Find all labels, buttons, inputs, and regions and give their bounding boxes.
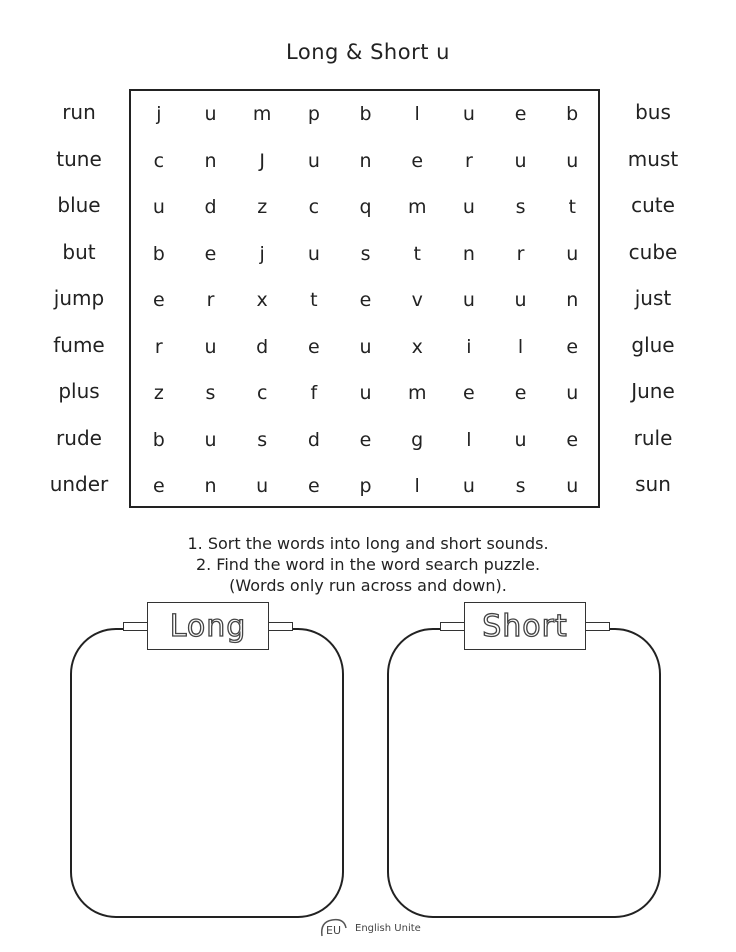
instruction-line: 2. Find the word in the word search puzzle. bbox=[195, 555, 541, 574]
tab-label-card bbox=[464, 602, 586, 650]
grid-letter[interactable]: u bbox=[514, 428, 527, 451]
word-item: cube bbox=[628, 239, 678, 264]
grid-row bbox=[131, 277, 598, 324]
grid-letter[interactable]: p bbox=[307, 103, 320, 125]
grid-letter[interactable]: i bbox=[466, 335, 472, 358]
grid-letter[interactable]: e bbox=[463, 382, 475, 404]
word-item: tune bbox=[56, 146, 102, 171]
word-item: glue bbox=[631, 332, 675, 357]
grid-letter[interactable]: s bbox=[257, 428, 268, 451]
grid-letter[interactable]: d bbox=[307, 428, 320, 451]
word-item: fume bbox=[53, 332, 105, 357]
grid-letter[interactable]: c bbox=[308, 196, 320, 218]
word-item: jump bbox=[53, 286, 105, 310]
brand-name: English Unite bbox=[355, 922, 421, 934]
grid-letter[interactable]: u bbox=[462, 475, 475, 497]
grid-letter[interactable]: n bbox=[359, 149, 372, 172]
grid-letter[interactable]: e bbox=[566, 428, 579, 451]
grid-letter[interactable]: v bbox=[411, 289, 423, 311]
instruction-line: (Words only run across and down). bbox=[229, 576, 507, 595]
grid-letter[interactable]: s bbox=[515, 475, 526, 497]
grid-letter[interactable]: e bbox=[204, 242, 217, 265]
grid-letter[interactable]: u bbox=[256, 475, 269, 497]
grid-letter[interactable]: e bbox=[152, 289, 165, 311]
instructions bbox=[0, 533, 736, 596]
grid-letter[interactable]: u bbox=[514, 149, 527, 172]
grid-letter[interactable]: e bbox=[308, 335, 320, 358]
grid-letter[interactable]: b bbox=[566, 103, 579, 125]
grid-letter[interactable]: J bbox=[259, 149, 265, 172]
word-item: plus bbox=[58, 379, 100, 403]
grid-letter[interactable]: r bbox=[464, 149, 473, 172]
grid-letter[interactable]: u bbox=[566, 475, 579, 497]
grid-letter[interactable]: l bbox=[414, 103, 420, 125]
grid-letter[interactable]: m bbox=[407, 196, 427, 218]
short-label-tab bbox=[440, 602, 610, 650]
word-item: just bbox=[634, 286, 672, 310]
grid-letter[interactable]: b bbox=[152, 242, 165, 265]
grid-letter[interactable]: u bbox=[152, 196, 165, 218]
grid-letter[interactable]: t bbox=[413, 242, 421, 265]
grid-letter[interactable]: u bbox=[359, 335, 372, 358]
grid-letter[interactable]: l bbox=[414, 475, 420, 497]
english-unite-logo-icon bbox=[318, 916, 350, 940]
grid-letter[interactable]: e bbox=[359, 428, 372, 451]
grid-letter[interactable]: j bbox=[259, 242, 265, 265]
grid-letter[interactable]: u bbox=[566, 382, 579, 404]
grid-row bbox=[131, 91, 598, 138]
long-sort-box[interactable] bbox=[70, 628, 344, 918]
grid-letter[interactable]: b bbox=[359, 103, 372, 125]
grid-letter[interactable]: d bbox=[256, 335, 269, 358]
grid-row bbox=[131, 463, 598, 510]
grid-letter[interactable]: m bbox=[407, 382, 427, 404]
word-item: cute bbox=[631, 193, 675, 217]
grid-letter[interactable]: r bbox=[206, 289, 215, 311]
grid-letter[interactable]: b bbox=[152, 428, 165, 451]
grid-letter[interactable]: d bbox=[204, 196, 217, 218]
grid-letter[interactable]: j bbox=[156, 103, 162, 125]
grid-letter[interactable]: p bbox=[359, 475, 372, 497]
grid-letter[interactable]: u bbox=[462, 196, 475, 218]
word-item: rule bbox=[633, 425, 673, 450]
grid-letter[interactable]: c bbox=[256, 382, 268, 404]
grid-letter[interactable]: u bbox=[204, 103, 217, 125]
grid-letter[interactable]: l bbox=[517, 335, 524, 358]
grid-letter[interactable]: n bbox=[462, 242, 475, 265]
grid-letter[interactable]: s bbox=[515, 196, 526, 218]
right-word-list bbox=[603, 89, 703, 508]
grid-letter[interactable]: z bbox=[153, 382, 164, 404]
grid-letter[interactable]: c bbox=[153, 149, 165, 172]
grid-letter[interactable]: u bbox=[566, 149, 579, 172]
grid-letter[interactable]: l bbox=[466, 428, 472, 451]
grid-letter[interactable]: u bbox=[462, 103, 475, 125]
grid-letter[interactable]: n bbox=[204, 475, 217, 497]
grid-letter[interactable]: r bbox=[154, 335, 163, 358]
grid-letter[interactable]: e bbox=[514, 103, 527, 125]
grid-letter[interactable]: u bbox=[462, 289, 475, 311]
grid-letter[interactable]: s bbox=[205, 382, 216, 404]
word-item: June bbox=[631, 379, 675, 403]
grid-letter[interactable]: u bbox=[566, 242, 579, 265]
grid-letter[interactable]: e bbox=[514, 382, 527, 404]
grid-letter[interactable]: m bbox=[252, 103, 272, 125]
instruction-line: 1. Sort the words into long and short sounds. bbox=[187, 534, 549, 553]
long-label-tab bbox=[123, 602, 293, 650]
grid-letter[interactable]: s bbox=[360, 242, 371, 265]
grid-letter[interactable]: u bbox=[307, 242, 320, 265]
grid-letter[interactable]: z bbox=[257, 196, 268, 218]
logo-letters: EU bbox=[326, 924, 342, 937]
grid-row bbox=[131, 324, 598, 371]
grid-letter[interactable]: x bbox=[256, 289, 268, 311]
tab-label-card bbox=[147, 602, 269, 650]
grid-letter[interactable]: n bbox=[566, 289, 579, 311]
grid-letter[interactable]: e bbox=[152, 475, 165, 497]
grid-letter[interactable]: t bbox=[568, 196, 576, 218]
grid-row bbox=[131, 231, 598, 278]
word-item: rude bbox=[56, 425, 102, 450]
grid-letter[interactable]: r bbox=[516, 242, 525, 265]
word-item: under bbox=[49, 472, 109, 496]
grid-letter[interactable]: f bbox=[310, 382, 318, 404]
word-item: but bbox=[62, 239, 96, 264]
grid-letter[interactable]: e bbox=[566, 335, 579, 358]
short-label: Short bbox=[482, 608, 568, 644]
grid-row bbox=[131, 138, 598, 185]
worksheet-title: Long & Short u bbox=[286, 40, 450, 64]
word-item: sun bbox=[635, 472, 671, 496]
word-item: blue bbox=[57, 193, 101, 217]
grid-letter[interactable]: e bbox=[359, 289, 372, 311]
grid-letter[interactable]: n bbox=[204, 149, 217, 172]
short-sort-box[interactable] bbox=[387, 628, 661, 918]
grid-letter[interactable]: u bbox=[307, 149, 320, 172]
grid-letter[interactable]: u bbox=[204, 335, 217, 358]
word-search-grid bbox=[129, 89, 600, 508]
grid-letter[interactable]: u bbox=[514, 289, 527, 311]
word-item: run bbox=[62, 100, 96, 124]
footer-logo bbox=[318, 916, 421, 940]
grid-letter[interactable]: u bbox=[359, 382, 372, 404]
long-label: Long bbox=[169, 608, 247, 644]
left-word-list bbox=[29, 89, 129, 508]
grid-letter[interactable]: e bbox=[308, 475, 320, 497]
grid-letter[interactable]: g bbox=[411, 428, 424, 451]
grid-row bbox=[131, 184, 598, 231]
grid-letter[interactable]: e bbox=[411, 149, 424, 172]
word-item: must bbox=[627, 146, 679, 171]
grid-row bbox=[131, 370, 598, 417]
grid-row bbox=[131, 417, 598, 464]
grid-letter[interactable]: q bbox=[359, 196, 372, 218]
grid-letter[interactable]: t bbox=[310, 289, 318, 311]
grid-letter[interactable]: x bbox=[411, 335, 423, 358]
word-item: bus bbox=[635, 100, 671, 124]
grid-letter[interactable]: u bbox=[204, 428, 217, 451]
